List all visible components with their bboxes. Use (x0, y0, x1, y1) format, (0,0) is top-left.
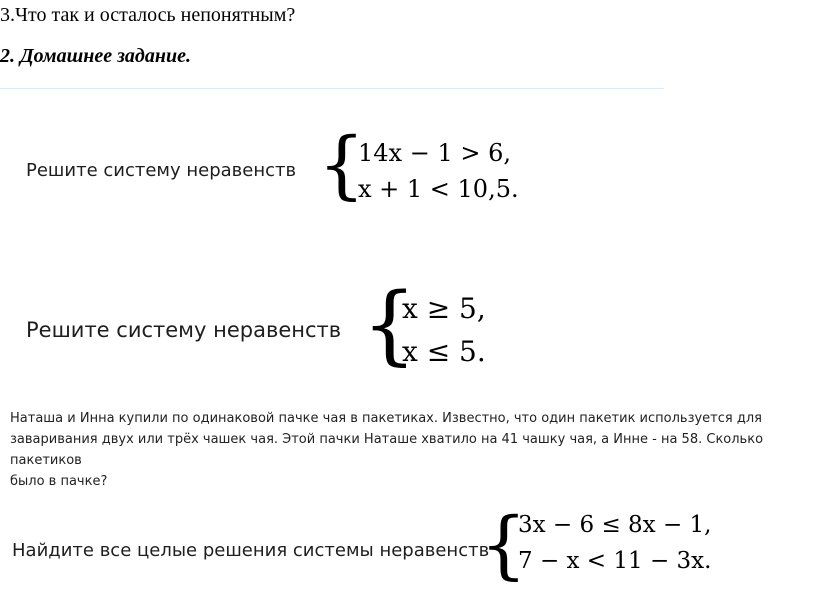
task4-brace: { (480, 502, 528, 588)
divider (0, 88, 664, 89)
task3-line-1: Наташа и Инна купили по одинаковой пачке чая в пакетиках. Известно, что один пакетик используется для (10, 411, 762, 426)
task2-inequality-2: x ≤ 5. (402, 335, 486, 368)
task2-inequality-1: x ≥ 5, (402, 292, 486, 325)
task2-brace: { (362, 275, 417, 375)
task1-inequality-2: x + 1 < 10,5. (358, 175, 519, 203)
task4-inequality-2: 7 − x < 11 − 3x. (518, 548, 712, 574)
task1-brace: { (318, 122, 366, 208)
homework-title: 2. Домашнее задание. (0, 45, 191, 67)
task3-line-2: заваривания двух или трёх чашек чая. Этой пачки Наташе хватило на 41 чашку чая, а Инне - на 58. Сколько пакетиков (10, 432, 764, 468)
task1-inequality-1: 14x − 1 > 6, (358, 139, 511, 167)
task2-label: Решите систему неравенств (26, 318, 342, 342)
task3-line-3: было в пачке? (10, 474, 108, 489)
task1-label: Решите систему неравенств (26, 160, 297, 181)
question-heading: 3.Что так и осталось непонятным? (0, 4, 296, 26)
task3-paragraph (10, 408, 810, 492)
task4-inequality-1: 3x − 6 ≤ 8x − 1, (518, 512, 712, 538)
task4-label: Найдите все целые решения системы неравенств (12, 540, 490, 561)
